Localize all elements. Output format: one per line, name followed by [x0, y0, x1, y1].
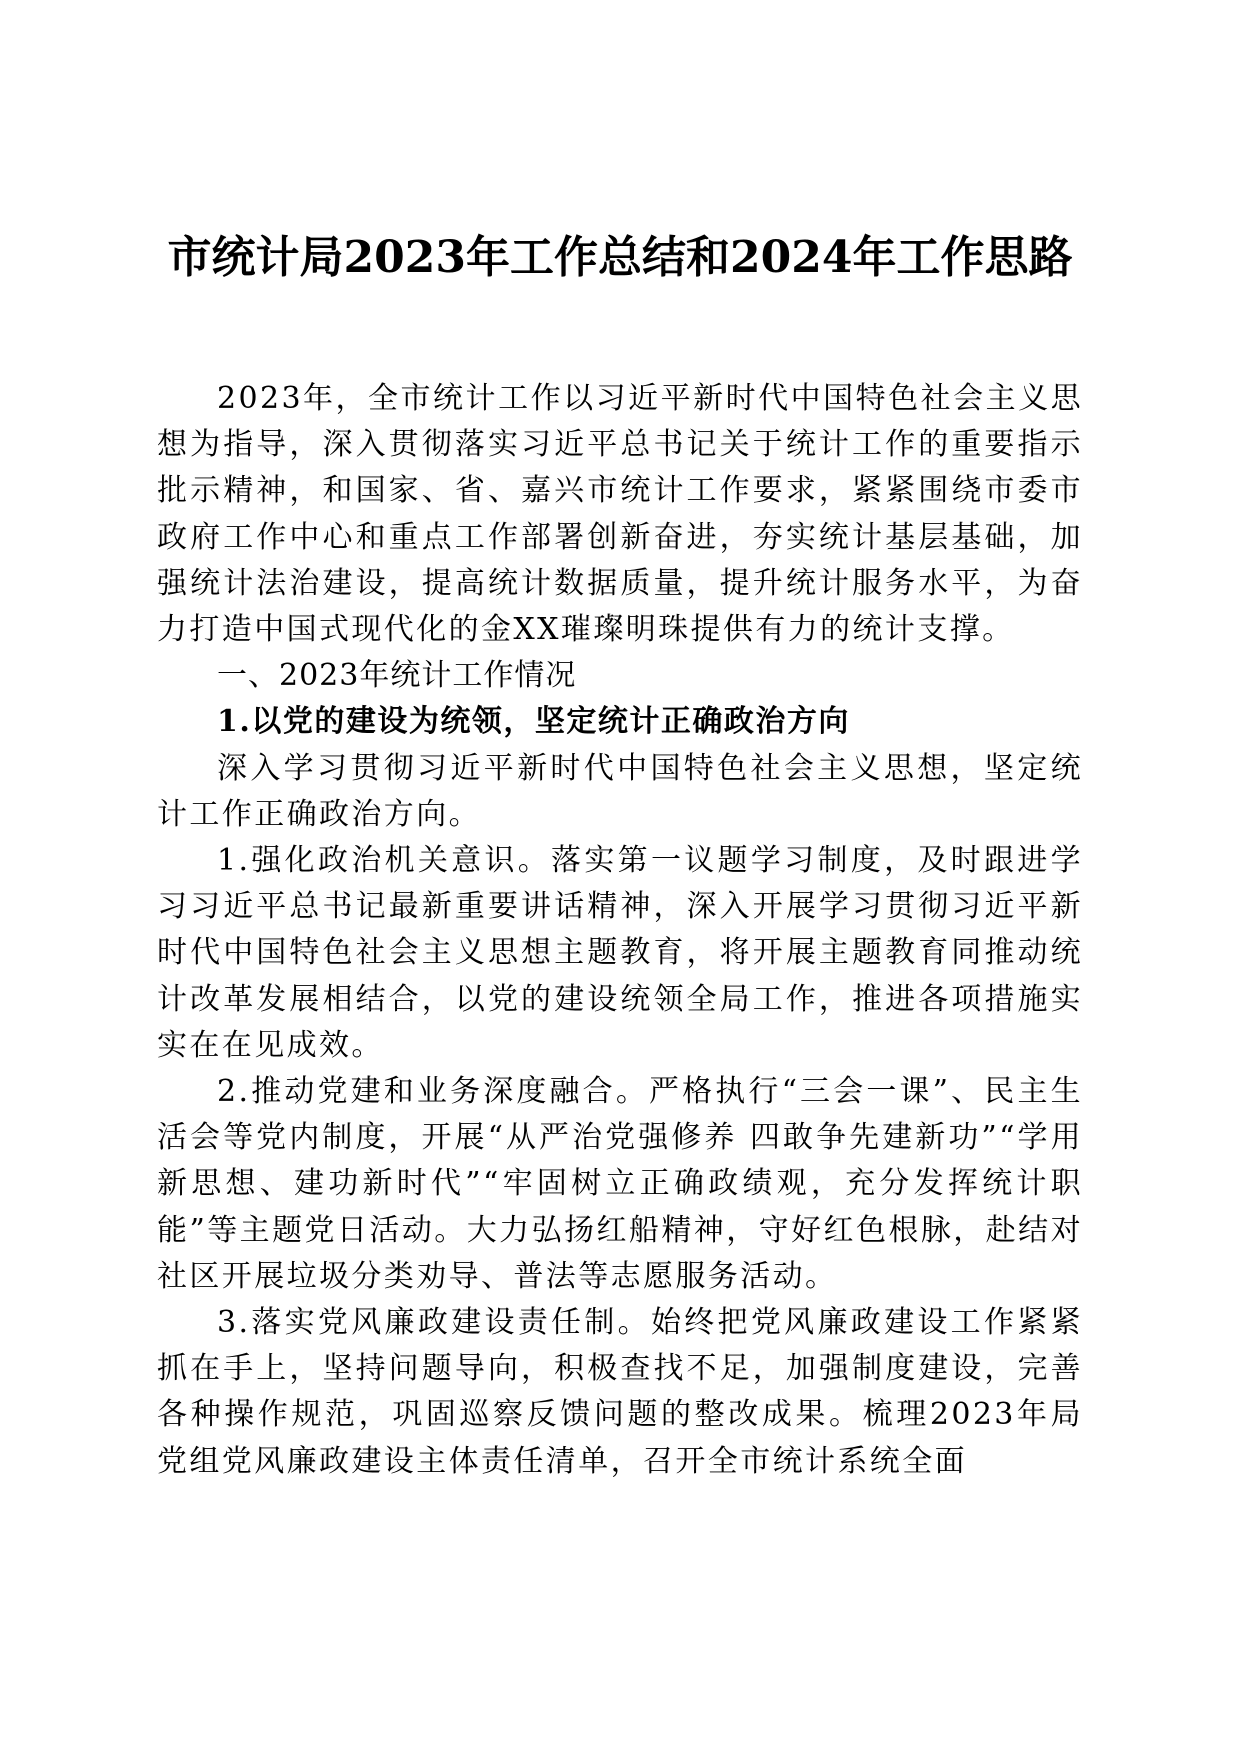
item-paragraph-1: 1.强化政治机关意识。落实第一议题学习制度，及时跟进学习习近平总书记最新重要讲话精神，深入开展学习贯彻习近平新时代中国特色社会主义思想主题教育，将开展主题教育同推动统计改革发展相结合，以党的建设统领全局工作，推进各项措施实实在在见成效。: [157, 843, 1083, 1063]
document-body: [157, 376, 1083, 1485]
document-title: 市统计局2023年工作总结和2024年工作思路: [167, 232, 1073, 283]
item-paragraph-2: 2.推动党建和业务深度融合。严格执行“三会一课”、民主生活会等党内制度，开展“从严治党强修养 四敢争先建新功”“学用新思想、建功新时代”“牢固树立正确政绩观，充分发挥统计职能”等主题党日活动。大力弘扬红船精神，守好红色根脉，赴结对社区开展垃圾分类劝导、普法等志愿服务活动。: [157, 1074, 1083, 1294]
subsection-heading-1: 1.以党的建设为统领，坚定统计正确政治方向: [217, 704, 850, 740]
item-paragraph-3: 3.落实党风廉政建设责任制。始终把党风廉政建设工作紧紧抓在手上，坚持问题导向，积极查找不足，加强制度建设，完善各种操作规范，巩固巡察反馈问题的整改成果。梳理2023年局党组党风廉政建设主体责任清单，召开全市统计系统全面: [157, 1305, 1083, 1479]
section-heading-1: 一、2023年统计工作情况: [217, 658, 577, 694]
intro-paragraph: 2023年，全市统计工作以习近平新时代中国特色社会主义思想为指导，深入贯彻落实习近平总书记关于统计工作的重要指示批示精神，和国家、省、嘉兴市统计工作要求，紧紧围绕市委市政府工作中心和重点工作部署创新奋进，夯实统计基层基础，加强统计法治建设，提高统计数据质量，提升统计服务水平，为奋力打造中国式现代化的金XX璀璨明珠提供有力的统计支撑。: [157, 381, 1083, 648]
subsection-intro-paragraph: 深入学习贯彻习近平新时代中国特色社会主义思想，坚定统计工作正确政治方向。: [157, 750, 1083, 832]
